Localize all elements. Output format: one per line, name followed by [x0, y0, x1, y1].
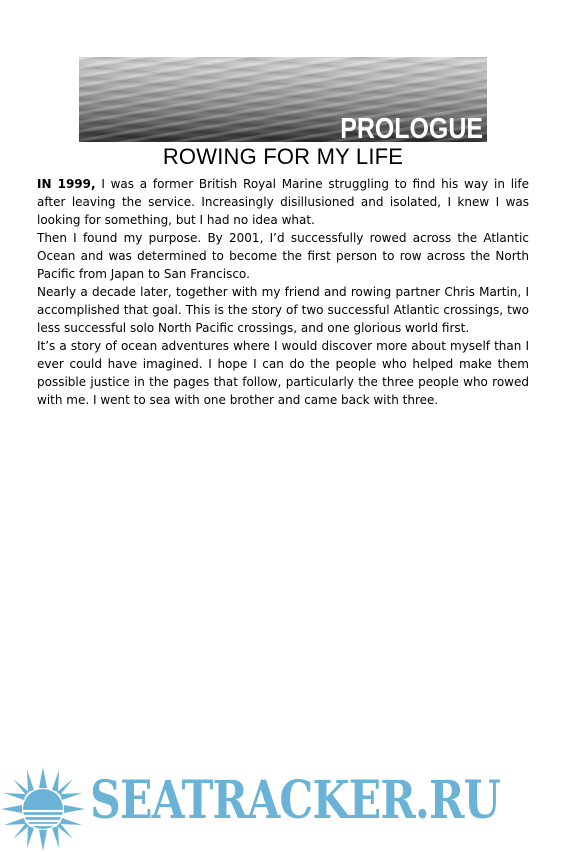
paragraph-text: Then I found my purpose. By 2001, I’d successfully rowed across the Atlantic Ocean and was determined to become the first person to row across the North Pacific from Japan to San Francisco.	[37, 231, 529, 281]
body-text	[37, 175, 529, 409]
watermark-text: SEATRACKER.RU	[90, 770, 501, 831]
prologue-banner	[79, 57, 487, 142]
paragraph-text: It’s a story of ocean adventures where I would discover more about myself than I ever could have imagined. I hope I can do the people who helped make them possible justice in the pages that follow, particularly the three people who rowed with me. I went to sea with one brother and came back with three.	[37, 339, 529, 407]
paragraph	[37, 337, 529, 409]
page-title: ROWING FOR MY LIFE	[162, 144, 404, 169]
paragraph	[37, 283, 529, 337]
watermark-logo	[0, 764, 566, 850]
banner-label: PROLOGUE	[340, 113, 483, 142]
paragraph	[37, 175, 529, 229]
paragraph-text: Nearly a decade later, together with my friend and rowing partner Chris Martin, I accomplished that goal. This is the story of two successful Atlantic crossings, two less successful solo North Pacific crossings, and one glorious world first.	[37, 285, 529, 335]
paragraph-text: I was a former British Royal Marine struggling to find his way in life after leaving the service. Increasingly disillusioned and isolated, I knew I was looking for something, but I had no idea what.	[37, 177, 529, 227]
paragraph	[37, 229, 529, 283]
paragraph-lead: IN 1999,	[37, 177, 96, 191]
sun-icon	[0, 766, 86, 852]
